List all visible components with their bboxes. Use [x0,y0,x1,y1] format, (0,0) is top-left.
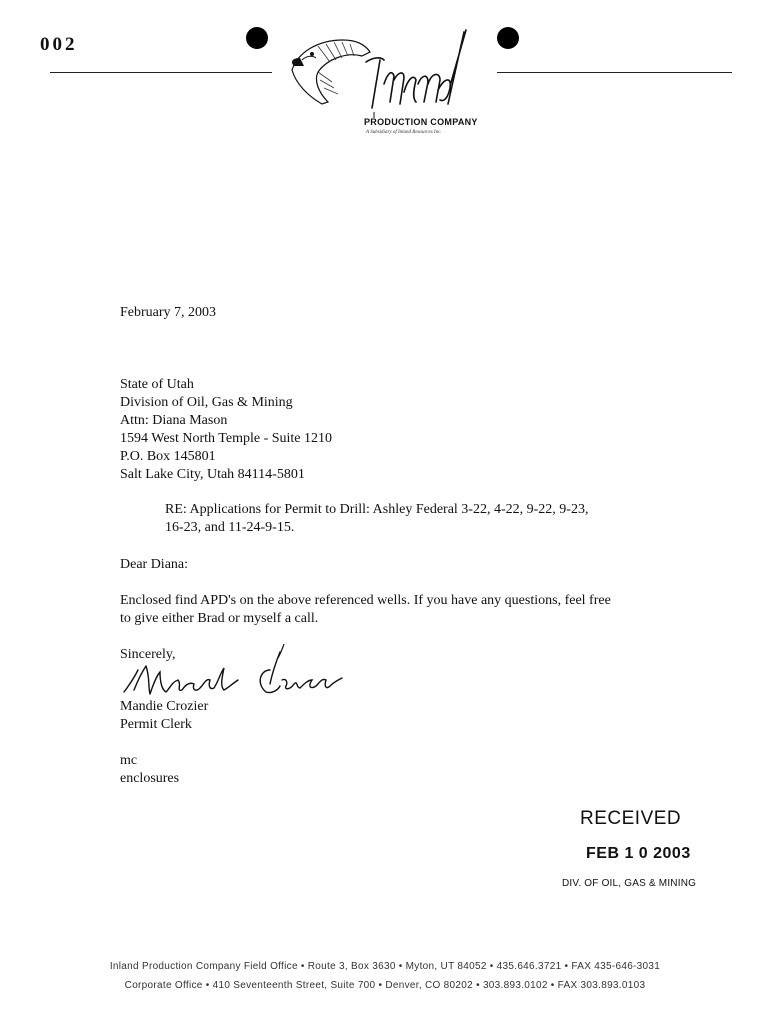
received-division: DIV. OF OIL, GAS & MINING [562,878,697,889]
signer-block [120,698,208,734]
body-line: Enclosed find APD's on the above referenced wells. If you have any questions, feel free [120,593,611,608]
subsidiary-note: A Subsidiary of Inland Resources Inc. [366,130,442,135]
footer-field-office: Inland Production Company Field Office • Route 3, Box 3630 • Myton, UT 84052 • 435.646.3721 • FAX 435-646-3031 [109,961,661,972]
signature-icon [120,644,360,704]
signer-name: Mandie Crozier [120,699,209,714]
subject-line [165,501,588,537]
body-line: to give either Brad or myself a call. [120,611,319,626]
header-dot-left [246,27,268,49]
enclosures-note: enclosures [120,771,180,786]
company-tagline: PRODUCTION COMPANY [364,117,478,127]
header-dot-right [497,27,519,49]
header-rule-right [497,72,732,73]
signer-title: Permit Clerk [120,717,192,732]
page-number: 002 [40,34,78,55]
recipient-address [120,376,332,484]
received-stamp: RECEIVED [580,808,682,829]
enclosure-block [120,752,179,788]
letter-date: February 7, 2003 [120,305,217,320]
address-line: State of Utah [120,377,194,392]
closing: Sincerely, [120,647,176,662]
address-line: Division of Oil, Gas & Mining [120,395,293,410]
typist-initials: mc [120,753,138,768]
salutation: Dear Diana: [120,557,189,572]
address-line: Salt Lake City, Utah 84114-5801 [120,467,305,482]
subject-text: 16-23, and 11-24-9-15. [165,520,295,535]
handwritten-signature [120,644,360,704]
company-logo [288,22,498,122]
received-date: FEB 1 0 2003 [586,845,691,862]
subject-text: RE: Applications for Permit to Drill: Ashley Federal 3-22, 4-22, 9-22, 9-23, [165,502,589,517]
letter-body [120,592,611,628]
address-line: 1594 West North Temple - Suite 1210 [120,431,333,446]
header-rule-left [50,72,272,73]
address-line: Attn: Diana Mason [120,413,228,428]
address-line: P.O. Box 145801 [120,449,216,464]
eagle-logo-icon [288,22,498,122]
footer-corporate-office: Corporate Office • 410 Seventeenth Street, Suite 700 • Denver, CO 80202 • 303.893.0102 • FAX 303.893.0103 [124,980,646,991]
